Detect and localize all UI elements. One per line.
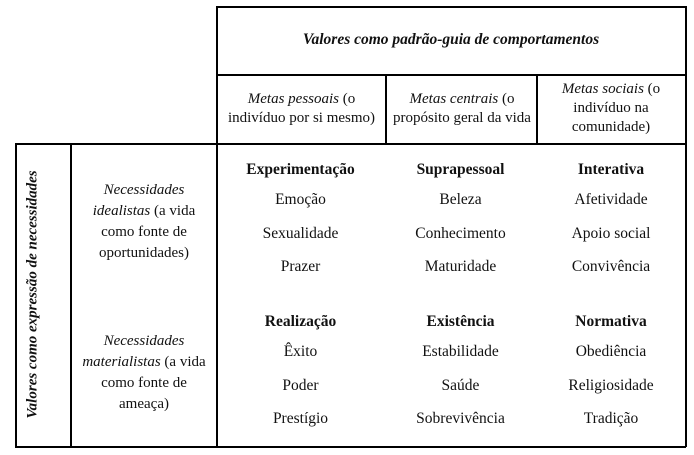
group-title: Interativa bbox=[577, 161, 645, 178]
table-bottom-border bbox=[15, 446, 686, 448]
group-title: Suprapessoal bbox=[416, 161, 505, 178]
group-title: Experimentação bbox=[246, 161, 355, 178]
outer-left-border bbox=[15, 143, 17, 447]
row-label-materialistas bbox=[82, 300, 206, 446]
group-item: Saúde bbox=[441, 376, 480, 394]
group-normativa bbox=[536, 308, 686, 436]
column-header-italic: Metas pessoais bbox=[247, 90, 339, 107]
column-divider-2 bbox=[536, 74, 538, 144]
row-label-rest: (a vida como fonte de oportunidades) bbox=[99, 202, 196, 261]
side-header bbox=[20, 143, 46, 446]
column-header-italic: Metas centrais bbox=[409, 90, 499, 107]
group-title: Existência bbox=[426, 313, 495, 330]
column-header-rest: (o indivíduo na comunidade) bbox=[571, 81, 661, 135]
group-realizacao bbox=[216, 308, 385, 436]
side-header-divider bbox=[70, 143, 72, 447]
group-title: Normativa bbox=[575, 313, 647, 330]
group-item: Poder bbox=[282, 376, 319, 394]
group-item: Maturidade bbox=[424, 258, 497, 275]
group-item: Prazer bbox=[280, 258, 321, 275]
group-item: Estabilidade bbox=[422, 343, 499, 360]
group-item: Beleza bbox=[439, 191, 482, 208]
column-divider-1 bbox=[385, 74, 387, 144]
row-label-rest: (a vida como fonte de ameaça) bbox=[101, 354, 206, 412]
row-label-italic: Necessidades materialistas bbox=[82, 333, 185, 370]
group-title: Realização bbox=[264, 313, 337, 330]
group-item: Religiosidade bbox=[568, 376, 654, 394]
column-header-personal bbox=[226, 74, 377, 143]
side-header-label: Valores como expressão de necessidades bbox=[24, 170, 41, 419]
group-experimentacao bbox=[216, 156, 385, 284]
group-item: Convivência bbox=[571, 258, 651, 275]
group-item: Apoio social bbox=[571, 224, 651, 242]
group-item: Emoção bbox=[275, 191, 326, 208]
group-existencia bbox=[385, 308, 536, 436]
group-item: Prestígio bbox=[272, 410, 329, 427]
group-item: Sobrevivência bbox=[416, 410, 505, 427]
top-header-title: Valores como padrão-guia de comportamentos bbox=[302, 31, 600, 48]
group-item: Afetividade bbox=[574, 191, 648, 208]
column-header-italic: Metas sociais bbox=[561, 81, 644, 97]
row-label-italic: Necessidades idealistas bbox=[92, 181, 185, 219]
group-suprapessoal bbox=[385, 156, 536, 284]
row-label-idealistas bbox=[80, 145, 208, 298]
column-header-central bbox=[393, 74, 531, 143]
column-header-rest: (o propósito geral da vida bbox=[393, 90, 531, 126]
group-interativa bbox=[536, 156, 686, 284]
column-header-rest: (o indivíduo por si mesmo) bbox=[227, 90, 376, 126]
group-item: Obediência bbox=[575, 343, 647, 360]
group-item: Sexualidade bbox=[262, 224, 339, 242]
group-item: Tradição bbox=[583, 410, 639, 427]
column-header-social bbox=[543, 74, 679, 143]
group-item: Conhecimento bbox=[415, 224, 506, 242]
group-item: Êxito bbox=[283, 343, 318, 360]
